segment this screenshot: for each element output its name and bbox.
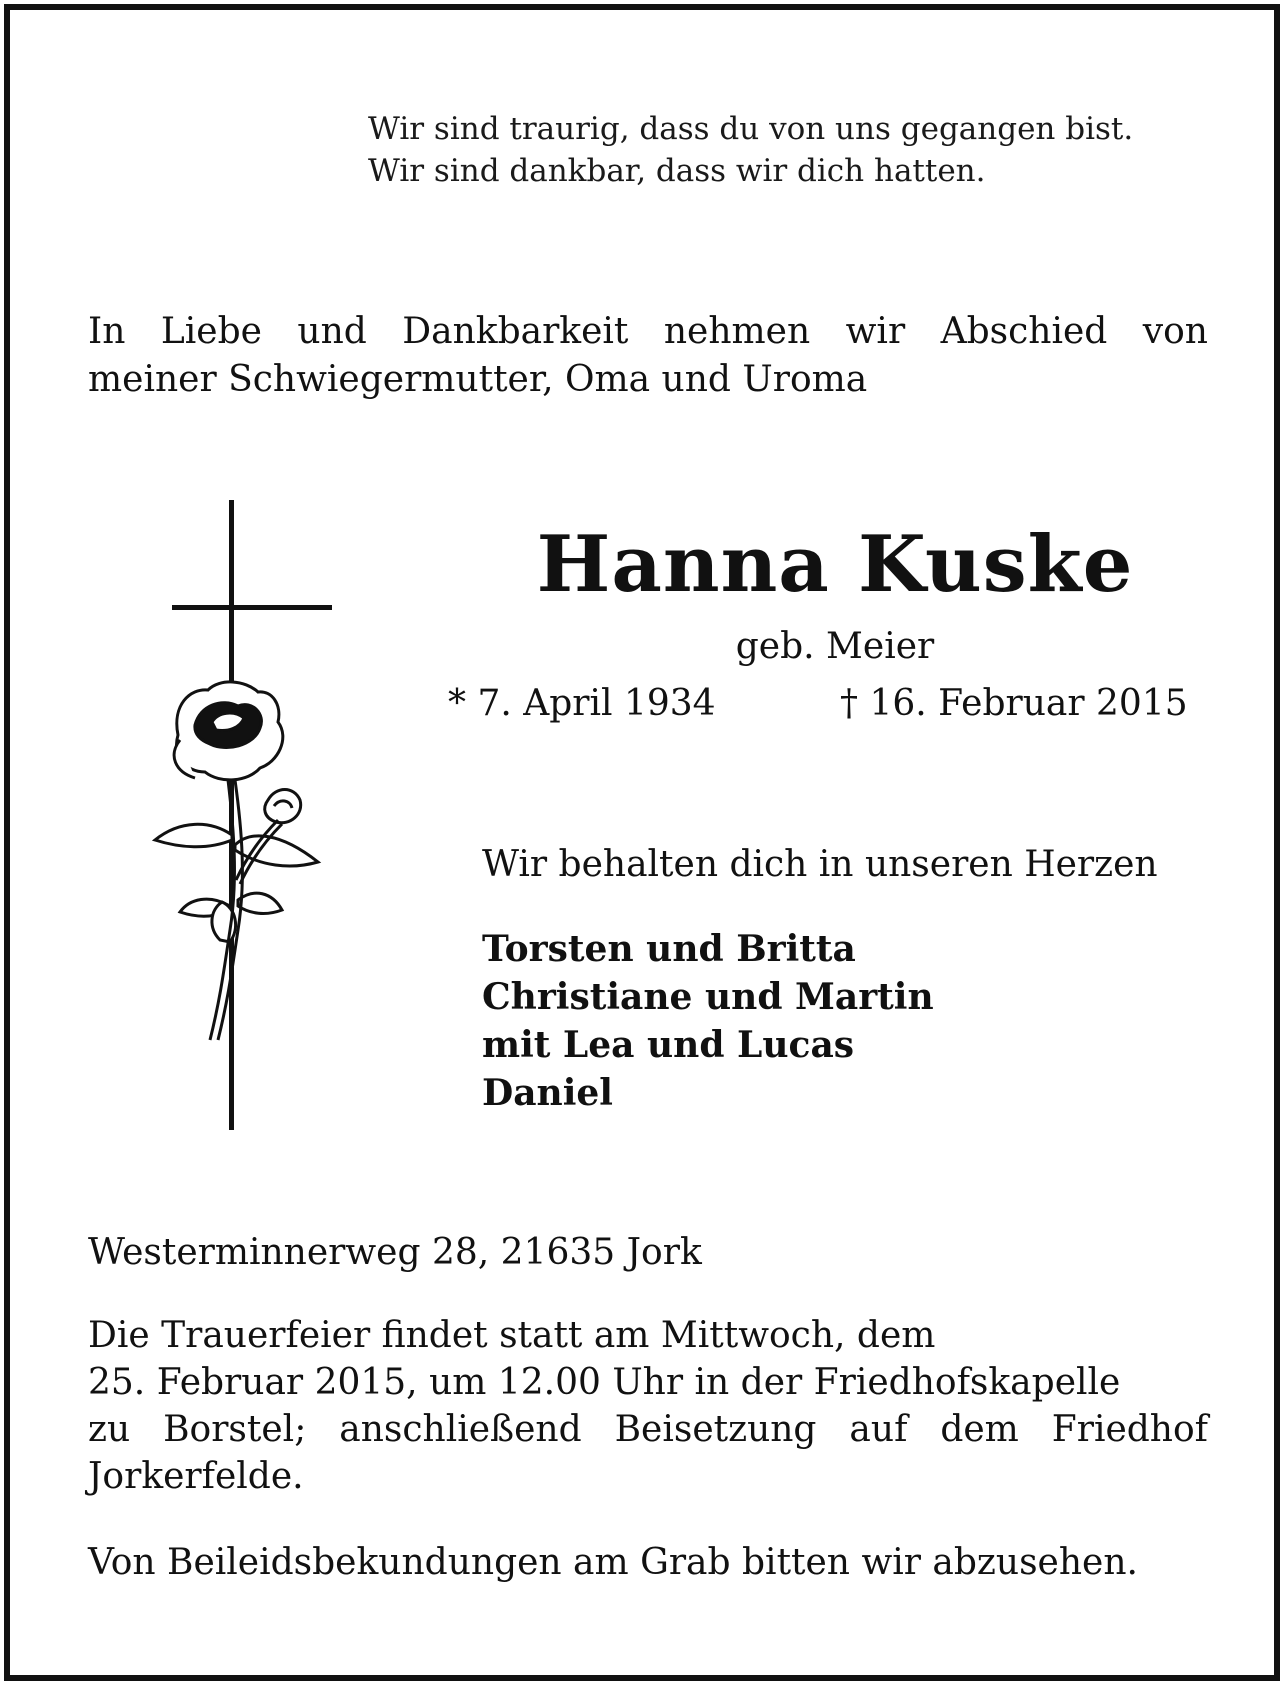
address: Westerminnerweg 28, 21635 Jork bbox=[88, 1232, 702, 1273]
farewell-line: Wir behalten dich in unseren Herzen bbox=[482, 844, 1158, 885]
mourner-line: mit Lea und Lucas bbox=[482, 1024, 855, 1066]
death-date: † 16. Februar 2015 bbox=[840, 683, 1188, 724]
birth-date: * 7. April 1934 bbox=[448, 683, 716, 724]
ceremony-line-1: Die Trauerfeier findet statt am Mittwoch, dem bbox=[88, 1315, 936, 1356]
condolence-note: Von Beileidsbekundungen am Grab bitten wir abzusehen. bbox=[88, 1542, 1138, 1583]
motto-line-2: Wir sind dankbar, dass wir dich hatten. bbox=[368, 153, 986, 189]
cross-with-rose-icon bbox=[150, 500, 350, 1130]
ceremony-info bbox=[88, 1312, 1208, 1500]
motto-line-1: Wir sind traurig, dass du von uns gegangen bist. bbox=[368, 111, 1134, 147]
mourner-line: Torsten und Britta bbox=[482, 928, 856, 970]
intro-text bbox=[88, 308, 1208, 404]
mourner-line: Daniel bbox=[482, 1072, 613, 1114]
mourners-list bbox=[482, 925, 934, 1117]
ceremony-line-2: 25. Februar 2015, um 12.00 Uhr in der Friedhofskapelle bbox=[88, 1362, 1121, 1403]
intro-line-2: meiner Schwiegermutter, Oma und Uroma bbox=[88, 359, 868, 400]
mourner-line: Christiane und Martin bbox=[482, 976, 934, 1018]
deceased-name: Hanna Kuske bbox=[536, 519, 1134, 610]
motto-verse bbox=[368, 108, 1218, 192]
ceremony-line-4: Jorkerfelde. bbox=[88, 1456, 304, 1497]
ceremony-line-3: zu Borstel; anschließend Beisetzung auf dem Friedhof bbox=[88, 1409, 1208, 1450]
obituary-notice bbox=[4, 4, 1280, 1681]
maiden-name: geb. Meier bbox=[735, 626, 935, 667]
intro-line-1: In Liebe und Dankbarkeit nehmen wir Abschied von bbox=[88, 311, 1208, 352]
